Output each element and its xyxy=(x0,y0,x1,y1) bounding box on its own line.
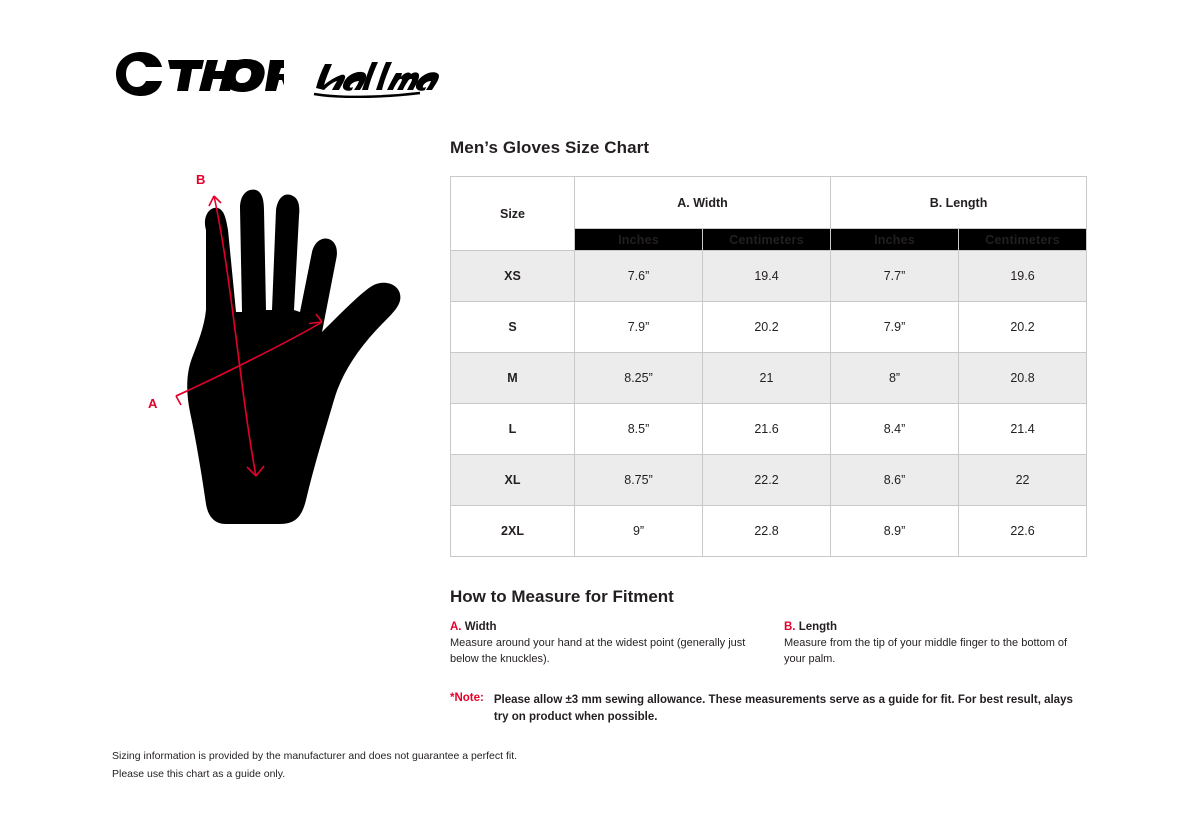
measure-text-length: Measure from the tip of your middle finger to the bottom of your palm. xyxy=(784,637,1068,665)
brand-logos xyxy=(112,50,440,98)
cell-length-inches: 8.9” xyxy=(831,506,959,557)
measure-name-width: Width xyxy=(461,621,497,633)
cell-width-centimeters: 21.6 xyxy=(703,404,831,455)
cell-width-centimeters: 20.2 xyxy=(703,302,831,353)
figure-label-b: B xyxy=(196,172,206,187)
measure-item-length-heading xyxy=(784,621,1086,633)
table-row xyxy=(451,455,1087,506)
how-to-measure-columns xyxy=(450,621,1090,668)
column-header-width-centimeters: Centimeters xyxy=(703,229,831,251)
measure-letter-b: B. xyxy=(784,621,796,633)
cell-width-centimeters: 22.2 xyxy=(703,455,831,506)
cell-length-centimeters: 19.6 xyxy=(959,251,1087,302)
size-chart-panel xyxy=(450,138,1090,726)
measure-item-width-heading xyxy=(450,621,752,633)
measure-item-length xyxy=(784,621,1086,668)
column-group-width: A. Width xyxy=(575,177,831,229)
glove-diagram xyxy=(110,160,430,560)
measure-text-width: Measure around your hand at the widest point (generally just below the knuckles). xyxy=(450,637,746,665)
cell-size: XL xyxy=(451,455,575,506)
page-title: Men’s Gloves Size Chart xyxy=(450,138,650,157)
cell-length-inches: 7.7” xyxy=(831,251,959,302)
table-row xyxy=(451,404,1087,455)
cell-size: 2XL xyxy=(451,506,575,557)
cell-width-centimeters: 21 xyxy=(703,353,831,404)
column-header-length-inches: Inches xyxy=(831,229,959,251)
cell-width-centimeters: 22.8 xyxy=(703,506,831,557)
cell-width-centimeters: 19.4 xyxy=(703,251,831,302)
column-header-width-inches: Inches xyxy=(575,229,703,251)
cell-size: L xyxy=(451,404,575,455)
cell-length-centimeters: 22 xyxy=(959,455,1087,506)
size-chart-table xyxy=(450,176,1087,557)
cell-width-inches: 9” xyxy=(575,506,703,557)
cell-width-inches: 8.25” xyxy=(575,353,703,404)
cell-length-centimeters: 20.8 xyxy=(959,353,1087,404)
footer-line-2: Please use this chart as a guide only. xyxy=(112,767,286,780)
cell-size: M xyxy=(451,353,575,404)
cell-width-inches: 8.75” xyxy=(575,455,703,506)
cell-length-centimeters: 20.2 xyxy=(959,302,1087,353)
table-header-groups xyxy=(451,177,1087,229)
table-row xyxy=(451,353,1087,404)
cell-length-inches: 7.9” xyxy=(831,302,959,353)
table-row xyxy=(451,506,1087,557)
hallman-logo xyxy=(308,54,440,98)
cell-size: XS xyxy=(451,251,575,302)
cell-width-inches: 7.6” xyxy=(575,251,703,302)
cell-length-inches: 8” xyxy=(831,353,959,404)
table-row xyxy=(451,302,1087,353)
measure-name-length: Length xyxy=(795,621,838,633)
note-text: Please allow ±3 mm sewing allowance. These measurements serve as a guide for fit. For best result, alays try on product when possible. xyxy=(493,693,1073,724)
note-row xyxy=(450,692,1090,727)
measure-letter-a: A. xyxy=(450,621,462,633)
thor-logo xyxy=(112,50,284,98)
glove-illustration xyxy=(110,160,430,560)
cell-width-inches: 8.5” xyxy=(575,404,703,455)
footer-disclaimer xyxy=(112,748,517,784)
cell-length-inches: 8.6” xyxy=(831,455,959,506)
note-label: *Note: xyxy=(450,691,484,704)
footer-line-1: Sizing information is provided by the manufacturer and does not guarantee a perfect fit. xyxy=(112,750,518,762)
cell-length-centimeters: 22.6 xyxy=(959,506,1087,557)
figure-label-a: A xyxy=(148,396,158,411)
cell-width-inches: 7.9” xyxy=(575,302,703,353)
column-group-length: B. Length xyxy=(831,177,1087,229)
column-header-size: Size xyxy=(451,177,575,251)
table-row xyxy=(451,251,1087,302)
cell-length-centimeters: 21.4 xyxy=(959,404,1087,455)
cell-length-inches: 8.4” xyxy=(831,404,959,455)
column-header-length-centimeters: Centimeters xyxy=(959,229,1087,251)
how-to-measure-title: How to Measure for Fitment xyxy=(450,587,674,606)
measure-item-width xyxy=(450,621,752,668)
cell-size: S xyxy=(451,302,575,353)
